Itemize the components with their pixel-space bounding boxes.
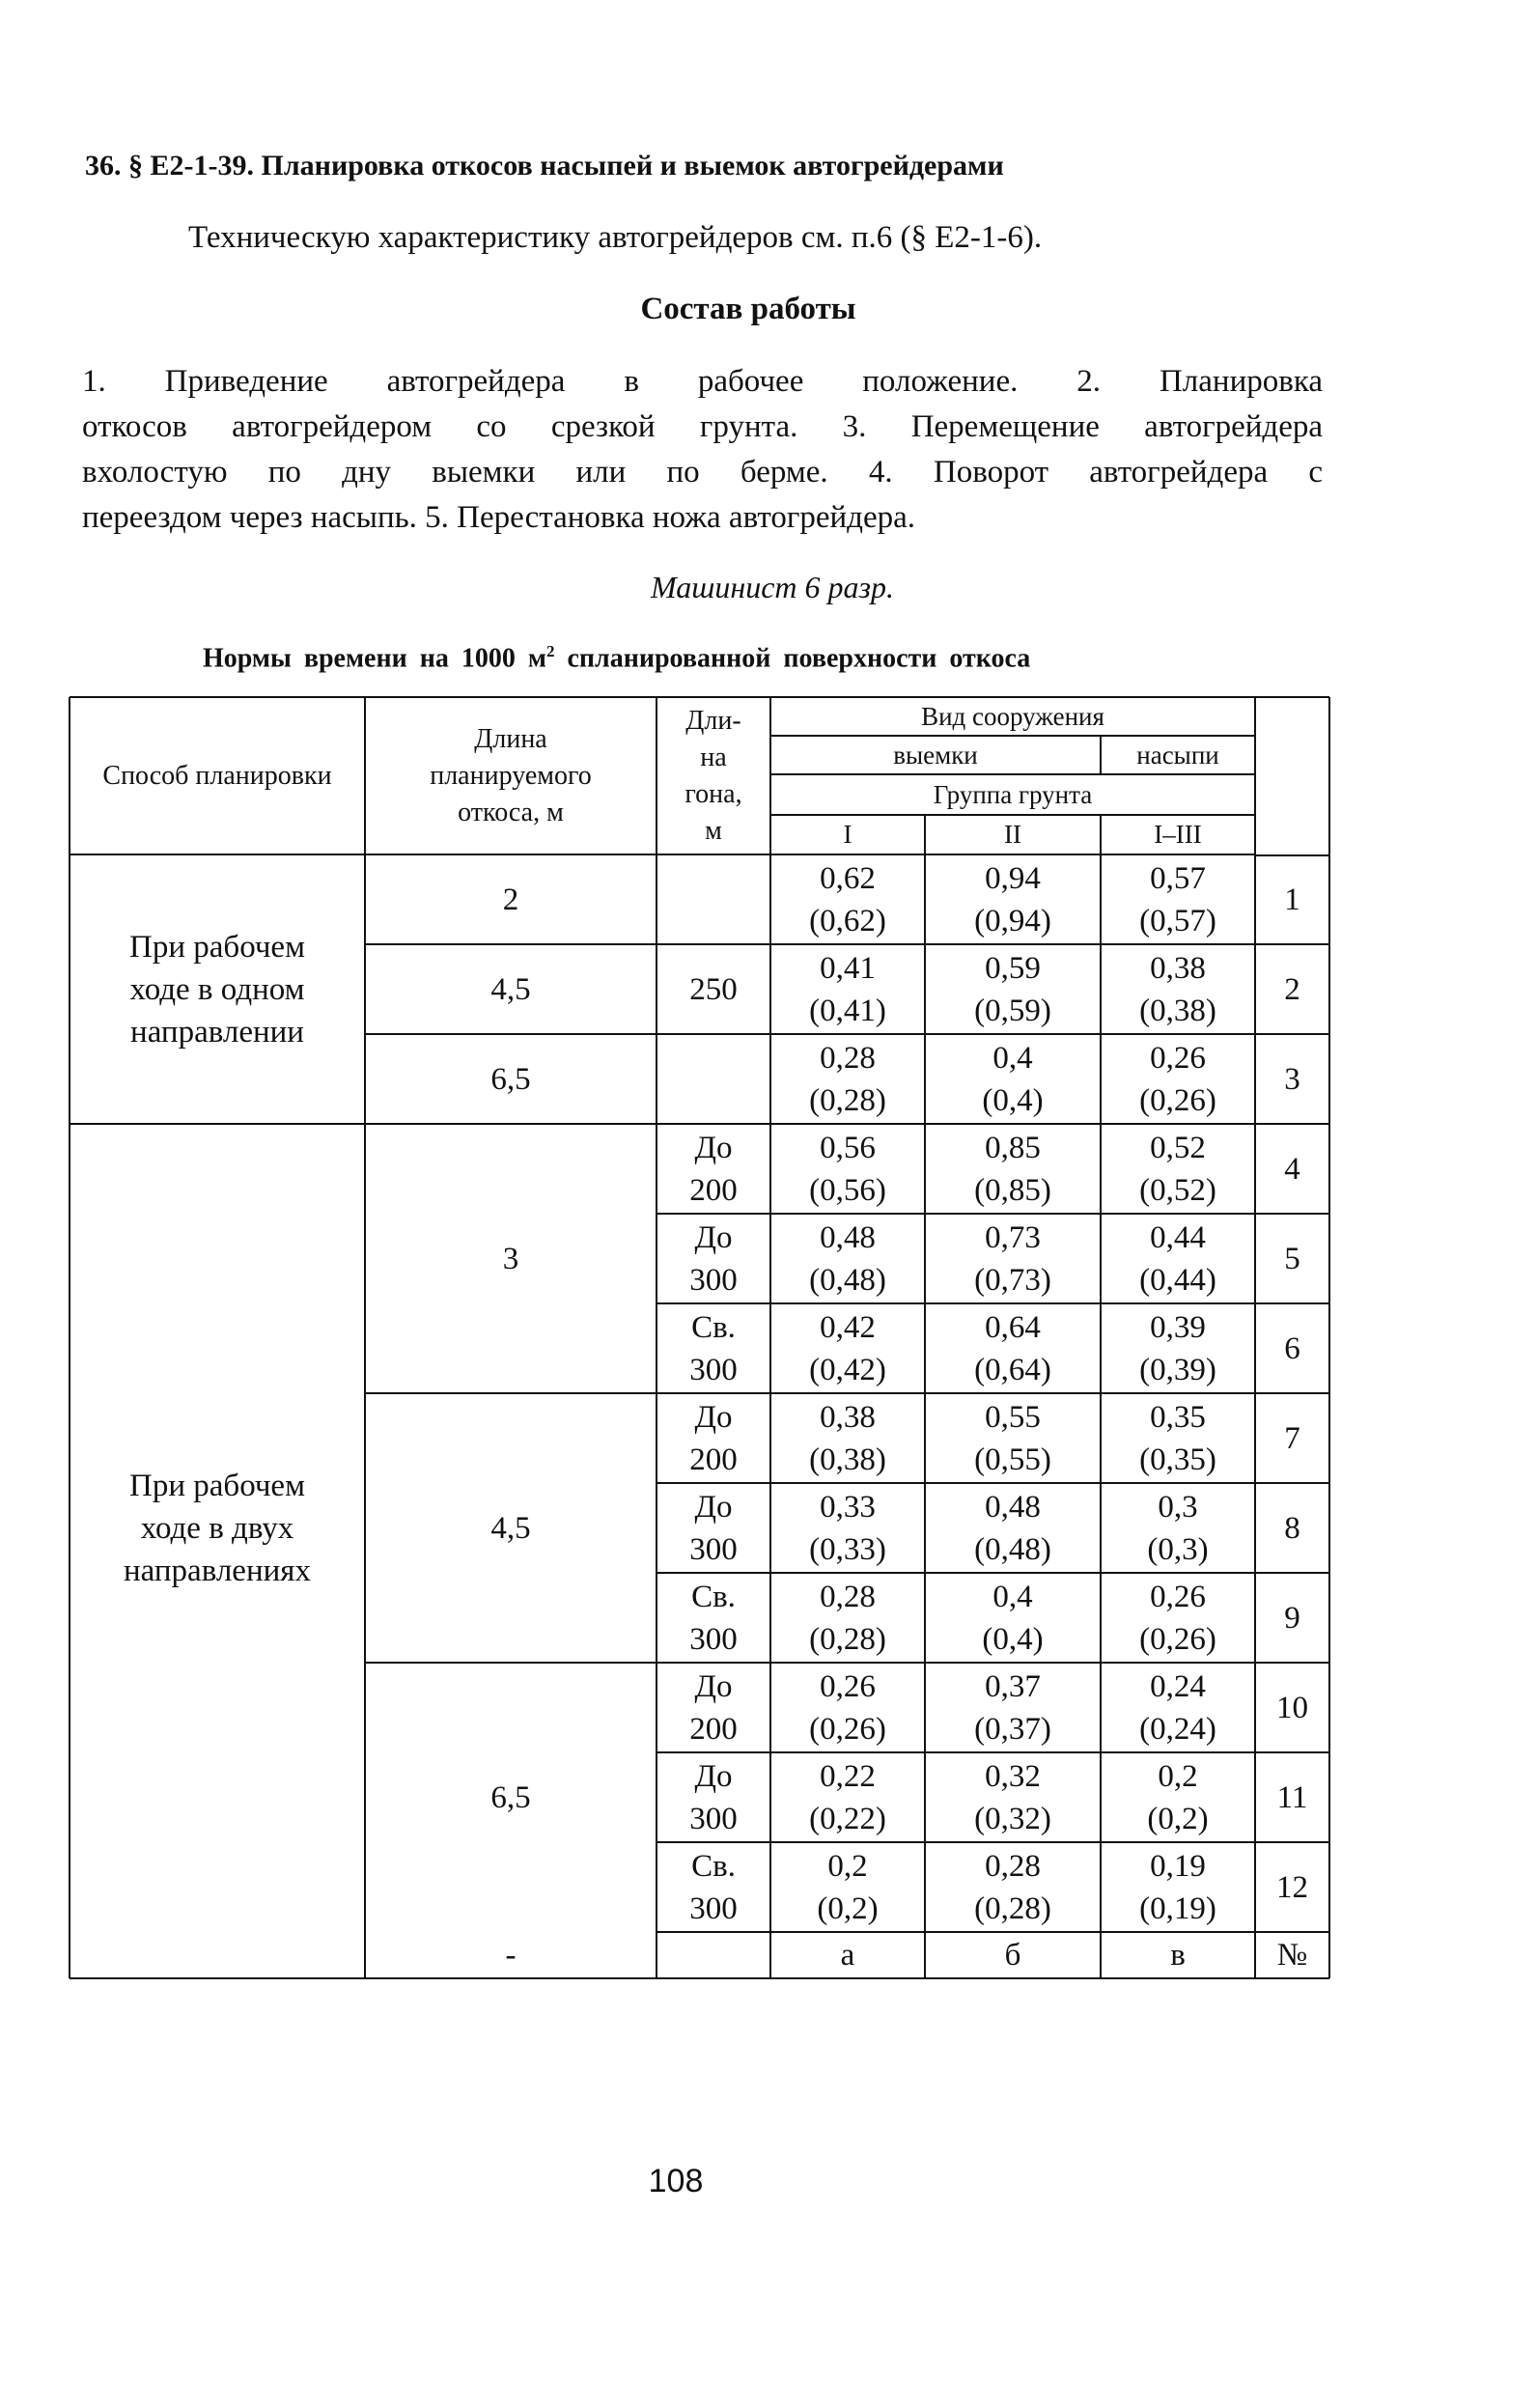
row-number: 6 [1284, 1330, 1300, 1366]
table-rule [365, 1033, 657, 1035]
norm-value: 0,85 [985, 1130, 1041, 1165]
footer-col-c [1101, 1932, 1255, 1978]
footer-slope-cell [365, 1932, 657, 1978]
header-group-2 [925, 815, 1101, 854]
norm-value: 0,57 [1150, 860, 1206, 896]
row-number-cell [1255, 1303, 1329, 1393]
body-line: переездом через насыпь. 5. Перестановка ножа автогрейдера. [82, 500, 915, 535]
norm-cell-a [770, 1214, 925, 1303]
norm-value: 0,56 [820, 1130, 876, 1165]
slope-length-cell [365, 1393, 657, 1663]
norm-value: 0,28 [985, 1848, 1041, 1884]
header-cut [770, 736, 1101, 774]
run-length-value: 300 [689, 1531, 738, 1567]
norm-value: 0,35 [1150, 1399, 1206, 1435]
run-length-value: До [694, 1399, 733, 1435]
row-number-cell [1255, 944, 1329, 1034]
table-rule [1255, 854, 1329, 856]
header-group-2-label: II [1004, 820, 1021, 849]
table-rule [657, 1841, 1329, 1843]
norm-value: 0,3 [1158, 1489, 1198, 1525]
norm-value: 0,41 [820, 950, 876, 986]
norm-value-alt: (0,48) [974, 1531, 1051, 1567]
run-length-value: До [694, 1219, 733, 1255]
table-rule [657, 1572, 1329, 1574]
table-rule [770, 814, 1255, 816]
norm-value: 0,2 [1158, 1758, 1198, 1794]
table-rule [364, 697, 366, 1978]
norm-value-alt: (0,32) [974, 1801, 1051, 1836]
row-number-cell [1255, 854, 1329, 944]
norm-cell-a [770, 1034, 925, 1124]
run-length-value: 200 [689, 1172, 738, 1208]
norm-value-alt: (0,33) [809, 1531, 886, 1567]
norm-cell-b [925, 1303, 1101, 1393]
run-length-cell [657, 1752, 770, 1842]
header-run-length [657, 697, 770, 854]
table-rule [656, 697, 657, 1978]
header-slope-length [404, 697, 618, 854]
table-rule [365, 943, 657, 945]
section-heading: 36. § Е2-1-39. Планировка откосов насыпей и выемок автогрейдерами [85, 150, 1004, 182]
norm-value-alt: (0,3) [1147, 1531, 1209, 1567]
norm-value-alt: (0,73) [974, 1262, 1051, 1298]
norm-value: 0,22 [820, 1758, 876, 1794]
norm-value: 0,33 [820, 1489, 876, 1525]
run-length-value: 200 [689, 1442, 738, 1477]
run-length-value: 300 [689, 1621, 738, 1657]
norm-cell-a [770, 1393, 925, 1483]
norm-cell-a [770, 1663, 925, 1752]
row-number: 5 [1284, 1241, 1300, 1276]
norm-value-alt: (0,26) [1139, 1621, 1216, 1657]
norm-value: 0,64 [985, 1309, 1041, 1345]
slope-length-value: 6,5 [490, 1061, 531, 1097]
norm-value-alt: (0,62) [809, 903, 886, 938]
footer-col-b-label: б [1004, 1938, 1021, 1973]
method-label: При рабочем ходе в одном направлении [129, 929, 305, 1050]
norm-cell-b [925, 1214, 1101, 1303]
norm-value-alt: (0,64) [974, 1352, 1051, 1387]
machinist-line: Машинист 6 разр. [650, 570, 895, 604]
run-length-cell [657, 1124, 770, 1214]
row-number-cell [1255, 1573, 1329, 1663]
row-number: 8 [1284, 1510, 1300, 1546]
run-length-value: Св. [691, 1309, 736, 1345]
table-rule [657, 1662, 1329, 1664]
norm-value: 0,62 [820, 860, 876, 896]
slope-length-value: 6,5 [490, 1779, 531, 1815]
norm-cell-b [925, 1573, 1101, 1663]
norm-value-alt: (0,57) [1139, 903, 1216, 938]
row-number-cell [1255, 1034, 1329, 1124]
norm-value-alt: (0,59) [974, 993, 1051, 1028]
norm-value-alt: (0,55) [974, 1442, 1051, 1477]
run-length-cell [657, 1573, 770, 1663]
row-number-cell [1255, 1752, 1329, 1842]
norm-cell-b [925, 1034, 1101, 1124]
norm-value-alt: (0,2) [1147, 1801, 1209, 1836]
norm-value-alt: (0,56) [809, 1172, 886, 1208]
norm-value-alt: (0,44) [1139, 1262, 1216, 1298]
norm-cell-b [925, 854, 1101, 944]
table-rule [657, 1302, 1329, 1304]
norm-value-alt: (0,4) [982, 1082, 1044, 1118]
slope-length-value: 4,5 [490, 1510, 531, 1546]
norm-value: 0,39 [1150, 1309, 1206, 1345]
slope-length-value: 3 [502, 1241, 519, 1276]
footer-number-label-cell [1255, 1932, 1329, 1978]
footer-number-label: № [1276, 1938, 1308, 1973]
table-rule [657, 1751, 1329, 1753]
norm-value: 0,26 [1150, 1040, 1206, 1076]
norm-value: 0,38 [1150, 950, 1206, 986]
norm-value-alt: (0,38) [1139, 993, 1216, 1028]
table-rule [1254, 697, 1256, 1978]
run-length-value: 300 [689, 1801, 738, 1836]
norm-cell-a [770, 1303, 925, 1393]
norm-value: 0,94 [985, 860, 1041, 896]
table-rule [657, 1931, 1329, 1933]
table-left-rule [69, 697, 70, 1978]
page-number: 108 [648, 2163, 704, 2199]
table-rule [1100, 736, 1102, 774]
row-number: 1 [1284, 882, 1300, 917]
row-number-cell [1255, 1393, 1329, 1483]
norm-value: 0,38 [820, 1399, 876, 1435]
row-number-cell [1255, 1842, 1329, 1932]
norm-value-alt: (0,52) [1139, 1172, 1216, 1208]
header-group-1 [770, 815, 925, 854]
header-cut-label: выемки [893, 740, 978, 770]
norm-value-alt: (0,4) [982, 1621, 1044, 1657]
table-header-rule [70, 854, 1255, 855]
work-composition-heading: Состав работы [640, 292, 856, 326]
norm-value: 0,26 [820, 1668, 876, 1704]
norm-value-alt: (0,41) [809, 993, 886, 1028]
footer-col-b [925, 1932, 1101, 1978]
footer-col-c-label: в [1170, 1938, 1186, 1973]
slope-length-cell [365, 854, 657, 944]
run-length-cell [657, 1842, 770, 1932]
norm-value-alt: (0,26) [1139, 1082, 1216, 1118]
row-number: 7 [1284, 1420, 1300, 1456]
header-fill [1101, 736, 1255, 774]
run-length-value: До [694, 1130, 733, 1165]
run-length-value: 250 [689, 971, 738, 1007]
norm-value: 0,19 [1150, 1848, 1206, 1884]
norm-value-alt: (0,26) [809, 1711, 886, 1747]
table-title-suffix: спланированной поверхности откоса [554, 643, 1031, 674]
slope-length-cell [365, 944, 657, 1034]
header-run-length-line: гона, [685, 778, 742, 809]
norm-cell-c [1101, 1842, 1255, 1932]
norm-cell-c [1101, 1393, 1255, 1483]
norm-cell-c [1101, 1124, 1255, 1214]
norm-cell-a [770, 1124, 925, 1214]
row-number-cell [1255, 1124, 1329, 1214]
norm-cell-c [1101, 1034, 1255, 1124]
table-right-rule [1328, 697, 1330, 1978]
run-length-cell [657, 854, 770, 1124]
norm-cell-b [925, 1393, 1101, 1483]
norm-value-alt: (0,35) [1139, 1442, 1216, 1477]
norm-cell-c [1101, 1214, 1255, 1303]
table-title-prefix: Нормы времени на 1000 м [203, 643, 546, 674]
run-length-value: 200 [689, 1711, 738, 1747]
table-rule [365, 1392, 657, 1394]
norm-value: 0,55 [985, 1399, 1041, 1435]
run-length-value: 300 [689, 1262, 738, 1298]
norm-cell-c [1101, 1663, 1255, 1752]
header-group-1-label: I [843, 820, 852, 849]
body-line: 1. Приведение автогрейдера в рабочее положение. 2. Планировка [82, 364, 1323, 399]
norm-value-alt: (0,22) [809, 1801, 886, 1836]
norm-cell-a [770, 944, 925, 1034]
norm-value-alt: (0,85) [974, 1172, 1051, 1208]
header-group-3-label: I–III [1154, 820, 1202, 849]
norm-value-alt: (0,28) [974, 1890, 1051, 1926]
norm-value: 0,28 [820, 1579, 876, 1614]
method-one-direction [70, 854, 365, 1124]
norm-cell-c [1101, 944, 1255, 1034]
table-rule [770, 735, 1255, 737]
run-length-cell [657, 1663, 770, 1752]
footer-col-a-label: а [840, 1938, 855, 1973]
norm-cell-b [925, 1124, 1101, 1214]
row-number: 2 [1284, 971, 1300, 1007]
footer-slope: - [505, 1938, 517, 1973]
run-length-cell [657, 1483, 770, 1573]
norm-value: 0,73 [985, 1219, 1041, 1255]
row-number: 3 [1284, 1061, 1300, 1097]
norm-value: 0,48 [820, 1219, 876, 1255]
norm-cell-b [925, 944, 1101, 1034]
norm-value: 0,48 [985, 1489, 1041, 1525]
table-top-rule [70, 696, 1329, 698]
table-rule [657, 1482, 1329, 1484]
norm-cell-b [925, 1752, 1101, 1842]
table-rule [657, 1213, 1329, 1215]
norm-value: 0,59 [985, 950, 1041, 986]
table-rule [70, 1123, 657, 1125]
norm-cell-a [770, 854, 925, 944]
slope-length-value: 4,5 [490, 971, 531, 1007]
norm-cell-a [770, 1842, 925, 1932]
slope-length-value: 2 [502, 882, 519, 917]
slope-length-cell [365, 1034, 657, 1124]
row-number-cell [1255, 1483, 1329, 1573]
method-two-directions [70, 1124, 365, 1932]
norm-value: 0,24 [1150, 1668, 1206, 1704]
norm-value: 0,44 [1150, 1219, 1206, 1255]
row-number: 10 [1276, 1690, 1308, 1725]
header-structure [770, 697, 1255, 736]
norm-cell-c [1101, 854, 1255, 944]
norm-value: 0,4 [992, 1040, 1033, 1076]
header-group-3 [1101, 815, 1255, 854]
table-rule [657, 943, 1329, 945]
norm-value: 0,4 [992, 1579, 1033, 1614]
norm-value: 0,2 [827, 1848, 868, 1884]
table-rule [657, 1033, 1329, 1035]
norm-value-alt: (0,37) [974, 1711, 1051, 1747]
header-slope-length-label: Длина планируемого откоса, м [430, 723, 592, 827]
run-length-cell [657, 1214, 770, 1303]
table-rule [1100, 815, 1102, 1978]
header-run-length-line: Дли- [685, 705, 741, 736]
norm-value: 0,28 [820, 1040, 876, 1076]
run-length-value: До [694, 1489, 733, 1525]
row-number-cell [1255, 1214, 1329, 1303]
norm-cell-c [1101, 1303, 1255, 1393]
header-run-length-line: на [700, 742, 727, 772]
run-length-cell [657, 1303, 770, 1393]
slope-length-cell [365, 1663, 657, 1932]
norm-value-alt: (0,28) [809, 1621, 886, 1657]
header-soil-group [770, 774, 1255, 815]
run-length-value: 300 [689, 1352, 738, 1387]
norm-value-alt: (0,39) [1139, 1352, 1216, 1387]
header-structure-label: Вид сооружения [921, 701, 1104, 731]
table-bottom-rule [70, 1977, 1329, 1979]
table-rule [770, 773, 1255, 775]
norm-cell-a [770, 1483, 925, 1573]
row-number: 9 [1284, 1600, 1300, 1636]
header-fill-label: насыпи [1136, 740, 1219, 770]
header-run-length-line: м [705, 815, 722, 846]
norm-value: 0,37 [985, 1668, 1041, 1704]
footer-col-a [770, 1932, 925, 1978]
table-title-sup: 2 [545, 642, 555, 660]
norm-value-alt: (0,38) [809, 1442, 886, 1477]
table-rule [365, 1662, 657, 1664]
row-number: 12 [1276, 1869, 1308, 1905]
norm-value-alt: (0,48) [809, 1262, 886, 1298]
norm-value-alt: (0,42) [809, 1352, 886, 1387]
run-length-value: 300 [689, 1890, 738, 1926]
header-method-label: Способ планировки [102, 760, 332, 791]
intro-text: Техническую характеристику автогрейдеров см. п.6 (§ Е2-1-6). [188, 220, 1043, 255]
table-rule [657, 1392, 1329, 1394]
norm-value-alt: (0,2) [817, 1890, 879, 1926]
norm-value: 0,32 [985, 1758, 1041, 1794]
run-length-value: До [694, 1758, 733, 1794]
run-length-value: До [694, 1668, 733, 1704]
body-line: вхолостую по дну выемки или по берме. 4. Поворот автогрейдера с [82, 455, 1323, 490]
method-label: При рабочем ходе в двух направлениях [124, 1468, 311, 1588]
norm-cell-b [925, 1842, 1101, 1932]
norm-value-alt: (0,94) [974, 903, 1051, 938]
header-method [70, 697, 365, 854]
norm-cell-c [1101, 1752, 1255, 1842]
run-length-value: Св. [691, 1579, 736, 1614]
norm-cell-b [925, 1483, 1101, 1573]
norm-value: 0,42 [820, 1309, 876, 1345]
norm-value: 0,26 [1150, 1579, 1206, 1614]
norm-cell-a [770, 1752, 925, 1842]
table-rule [769, 697, 771, 1978]
body-line: откосов автогрейдером со срезкой грунта. 3. Перемещение автогрейдера [82, 409, 1323, 444]
header-soil-group-label: Группа грунта [933, 779, 1093, 809]
norm-value-alt: (0,24) [1139, 1711, 1216, 1747]
norm-cell-b [925, 1663, 1101, 1752]
norm-cell-a [770, 1573, 925, 1663]
norm-value: 0,52 [1150, 1130, 1206, 1165]
norm-value-alt: (0,19) [1139, 1890, 1216, 1926]
row-number-cell [1255, 1663, 1329, 1752]
run-length-cell [657, 1393, 770, 1483]
norm-cell-c [1101, 1573, 1255, 1663]
row-number: 4 [1284, 1151, 1300, 1187]
norm-value-alt: (0,28) [809, 1082, 886, 1118]
run-length-value: Св. [691, 1848, 736, 1884]
slope-length-cell [365, 1124, 657, 1393]
norm-cell-c [1101, 1483, 1255, 1573]
row-number: 11 [1276, 1779, 1308, 1815]
table-rule [924, 815, 926, 1978]
